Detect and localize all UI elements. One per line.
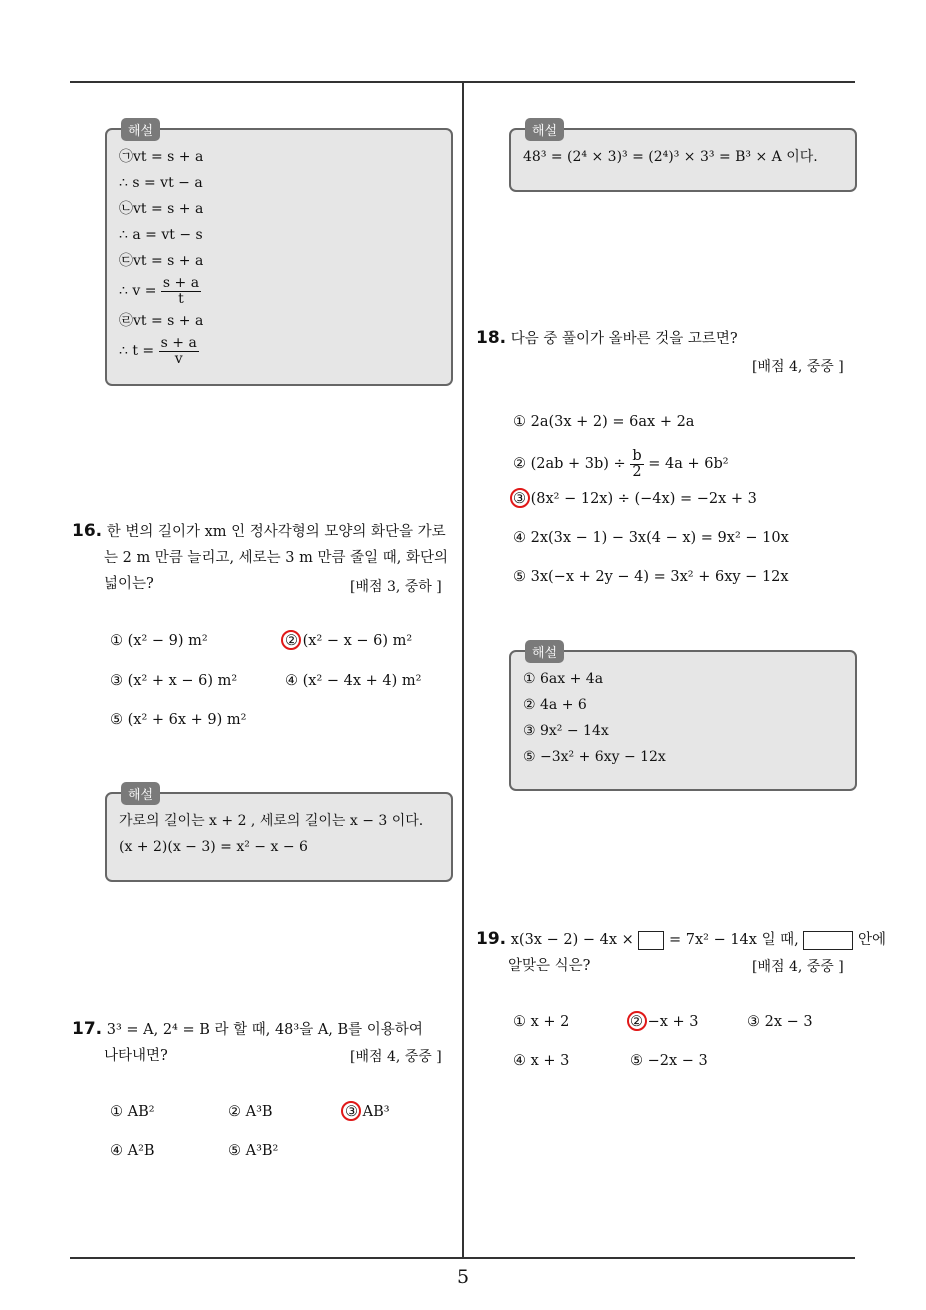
question-number: 18. (476, 328, 507, 348)
solution-line: ㉡vt = s + a (119, 201, 204, 217)
solution-line: ∴ s = vt − a (119, 175, 203, 191)
page-number: 5 (456, 1266, 470, 1288)
option-2[interactable]: ② (2ab + 3b) ÷ $\frac{b}{2}$ = 4a + 6b² (513, 447, 729, 480)
solution-line: ∴ v = $\frac{s + a}{t}$ (119, 274, 200, 307)
option-5[interactable]: ⑤ 3x(−x + 2y − 4) = 3x² + 6xy − 12x (513, 569, 789, 585)
option-3[interactable]: ③ 2x − 3 (747, 1014, 813, 1030)
question-number: 19. (476, 929, 507, 949)
explanation-tag: 해설 (121, 782, 160, 805)
option-5[interactable]: ⑤ A³B² (228, 1143, 279, 1159)
option-4[interactable]: ④ A²B (110, 1143, 155, 1159)
solution-line: ㉠vt = s + a (119, 149, 204, 165)
option-2[interactable]: ② (x² − x − 6) m² (285, 633, 413, 649)
solution-line: ㉢vt = s + a (119, 253, 204, 269)
question-16: 16. 한 변의 길이가 xm 인 정사각형의 모양의 화단을 가로 는 2 m 만큼 늘리고, 세로는 3 m 만큼 줄일 때, 화단의 넓이는? (72, 521, 448, 592)
option-4[interactable]: ④ 2x(3x − 1) − 3x(4 − x) = 9x² − 10x (513, 530, 789, 546)
option-1[interactable]: ① 2a(3x + 2) = 6ax + 2a (513, 414, 695, 430)
solution-line: 48³ = (2⁴ × 3)³ = (2⁴)³ × 3³ = B³ × A 이다. (523, 149, 818, 165)
answer-circle (341, 1101, 361, 1121)
fraction: $\frac{s + a}{t}$ (162, 274, 200, 307)
option-4[interactable]: ④ (x² − 4x + 4) m² (285, 673, 422, 689)
solution-line: 가로의 길이는 x + 2 , 세로의 길이는 x − 3 이다. (119, 813, 424, 829)
solution-box-17 (509, 124, 857, 192)
solution-box-16 (105, 788, 453, 882)
answer-blank (803, 931, 853, 950)
option-3[interactable]: ③ (8x² − 12x) ÷ (−4x) = −2x + 3 (513, 491, 757, 507)
option-1[interactable]: ① x + 2 (513, 1014, 570, 1030)
answer-circle (281, 630, 301, 650)
solution-line: ㉣vt = s + a (119, 313, 204, 329)
answer-blank (638, 931, 664, 950)
option-3[interactable]: ③ AB³ (345, 1104, 390, 1120)
explanation-tag: 해설 (525, 640, 564, 663)
answer-circle (510, 488, 530, 508)
explanation-tag: 해설 (121, 118, 160, 141)
explanation-tag: 해설 (525, 118, 564, 141)
solution-line: ② 4a + 6 (523, 697, 587, 713)
points-label: [배점 4, 중중 ] (350, 1049, 442, 1065)
option-4[interactable]: ④ x + 3 (513, 1053, 570, 1069)
bottom-rule (70, 1257, 855, 1259)
option-3[interactable]: ③ (x² + x − 6) m² (110, 673, 238, 689)
solution-box-15 (105, 124, 453, 386)
option-5[interactable]: ⑤ (x² + 6x + 9) m² (110, 712, 247, 728)
option-2[interactable]: ② A³B (228, 1104, 273, 1120)
solution-line: ∴ t = $\frac{s + a}{v}$ (119, 334, 197, 367)
option-2[interactable]: ② −x + 3 (630, 1014, 699, 1030)
answer-circle (627, 1011, 647, 1031)
solution-line: (x + 2)(x − 3) = x² − x − 6 (119, 839, 308, 855)
points-label: [배점 3, 중하 ] (350, 579, 442, 595)
fraction: $\frac{b}{2}$ (632, 447, 642, 480)
solution-line: ① 6ax + 4a (523, 671, 604, 687)
solution-box-18 (509, 646, 857, 791)
solution-line: ∴ a = vt − s (119, 227, 203, 243)
points-label: [배점 4, 중중 ] (752, 959, 844, 975)
option-1[interactable]: ① (x² − 9) m² (110, 633, 208, 649)
solution-line: ⑤ −3x² + 6xy − 12x (523, 749, 666, 765)
question-number: 16. (72, 521, 103, 541)
solution-line: ③ 9x² − 14x (523, 723, 609, 739)
fraction: $\frac{s + a}{v}$ (160, 334, 197, 367)
question-17: 17. 3³ = A, 2⁴ = B 라 할 때, 48³을 A, B를 이용하여 나타내면? (72, 1019, 423, 1064)
question-number: 17. (72, 1019, 103, 1039)
option-1[interactable]: ① AB² (110, 1104, 155, 1120)
column-divider (462, 83, 464, 1257)
points-label: [배점 4, 중중 ] (752, 359, 844, 375)
option-5[interactable]: ⑤ −2x − 3 (630, 1053, 708, 1069)
question-18: 18. 다음 중 풀이가 올바른 것을 고르면? (476, 328, 738, 348)
question-19: 19. x(3x − 2) − 4x × = 7x² − 14x 일 때, 안에 알맞은 식은? (476, 929, 887, 974)
